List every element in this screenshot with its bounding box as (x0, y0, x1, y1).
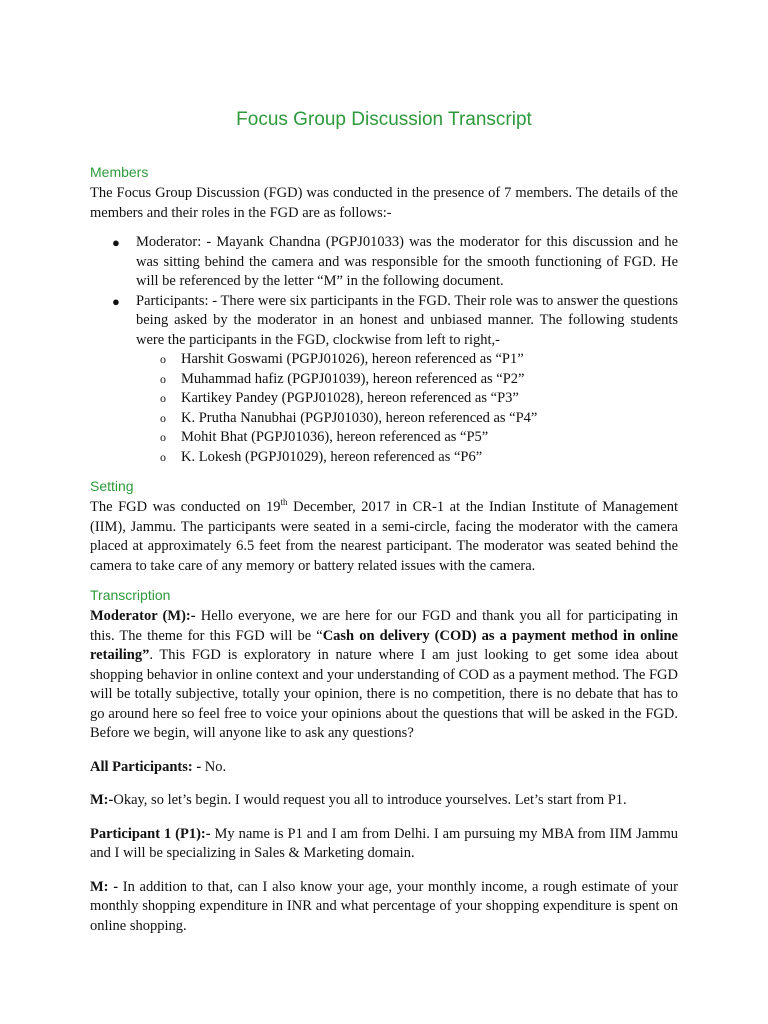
bullet-icon: ● (112, 235, 120, 250)
moderator-item (90, 233, 678, 292)
participant-item: o Muhammad hafiz (PGPJ01039), hereon referenced as “P2” (136, 370, 678, 390)
participant-item: o K. Lokesh (PGPJ01029), hereon referenced as “P6” (136, 448, 678, 468)
members-list (90, 233, 678, 467)
circle-bullet-icon: o (160, 449, 166, 464)
participant-list (136, 350, 678, 467)
circle-bullet-icon: o (160, 430, 166, 444)
circle-bullet-icon: o (160, 352, 166, 366)
participant1-paragraph: Participant 1 (P1):- My name is P1 and I am from Delhi. I am pursuing my MBA from IIM Jammu and I will be specializing in Sales & Marketing domain. (90, 825, 678, 861)
transcription-heading: Transcription (90, 587, 171, 603)
setting-heading: Setting (90, 478, 134, 494)
participants-text: Participants: - There were six participants in the FGD. Their role was to answer the questions being asked by the moderator in an honest and unbiased manner. The following students were the participants in the FGD, clockwise from left to right,- (136, 292, 678, 348)
members-intro: The Focus Group Discussion (FGD) was conducted in the presence of 7 members. The details of the members and their roles in the FGD are as follows:- (90, 185, 678, 221)
circle-bullet-icon: o (160, 371, 166, 386)
circle-bullet-icon: o (160, 391, 166, 405)
document-title: Focus Group Discussion Transcript (236, 109, 532, 130)
moderator-intro-paragraph: Moderator (M):- Hello everyone, we are here for our FGD and thank you all for participating in this. The theme for this FGD will be “Cash on delivery (COD) as a payment method in online retailing”. This FGD is exploratory in nature where I am just looking to get some idea about shopping behavior in online context and your understanding of COD as a payment method. The FGD will be totally subjective, totally your opinion, there is no competition, there is no debate that has to go around here so feel free to voice your opinions about the questions that will be asked in the FGD. Before we begin, will anyone like to ask any questions? (90, 608, 678, 741)
setting-text: The FGD was conducted on 19th December, 2017 in CR-1 at the Indian Institute of Management (IIM), Jammu. The participants were seated in a semi-circle, facing the moderator with the camera placed at approximately 6.5 feet from the nearest participant. The moderator was seated behind the camera to take care of any memory or battery related issues with the camera. (90, 497, 678, 574)
moderator-text: Moderator: - Mayank Chandna (PGPJ01033) was the moderator for this discussion and he was sitting behind the camera and was responsible for the smooth functioning of FGD. He will be referenced by the letter “M” in the following document. (136, 234, 678, 289)
members-heading: Members (90, 164, 149, 180)
circle-bullet-icon: o (160, 410, 166, 425)
participant-item: o Mohit Bhat (PGPJ01036), hereon referenced as “P5” (136, 428, 678, 448)
moderator-question-paragraph: M: - In addition to that, can I also know your age, your monthly income, a rough estimate of your monthly shopping expenditure in INR and what percentage of your shopping expenditure is spent on online shopping. (90, 878, 679, 934)
participant-item: o Kartikey Pandey (PGPJ01028), hereon referenced as “P3” (136, 389, 678, 409)
moderator-begin-paragraph: M:-Okay, so let’s begin. I would request you all to introduce yourselves. Let’s start from P1. (90, 792, 627, 808)
participant-item: o Harshit Goswami (PGPJ01026), hereon referenced as “P1” (136, 350, 678, 370)
participants-item (90, 292, 678, 468)
bullet-icon: ● (112, 293, 120, 309)
participant-item: o K. Prutha Nanubhai (PGPJ01030), hereon referenced as “P4” (136, 409, 678, 429)
all-participants-paragraph: All Participants: - No. (90, 758, 227, 775)
document-body (90, 163, 678, 936)
